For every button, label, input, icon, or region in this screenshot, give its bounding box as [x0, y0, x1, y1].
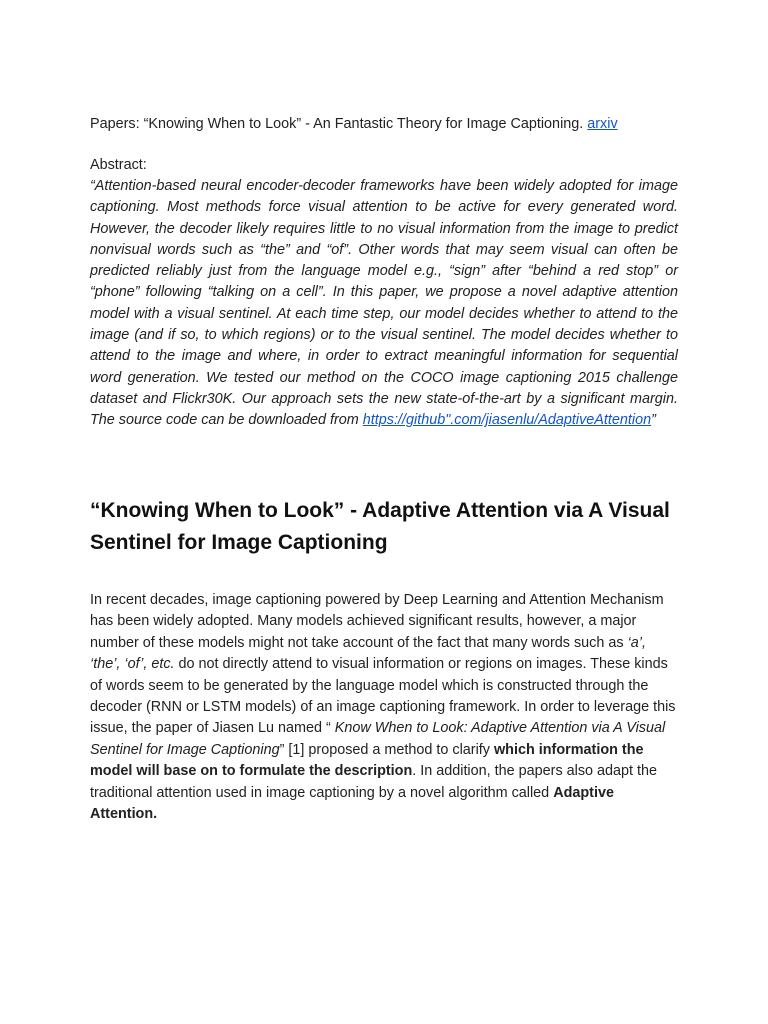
intro-example-words: ‘a’, ‘the’, ‘of’, etc. [90, 634, 646, 673]
github-source-link[interactable]: https://github".com/jiasenlu/AdaptiveAttention [362, 412, 652, 429]
abstract-body-text: “Attention-based neural encoder-decoder frameworks have been widely adopted for image captioning. Most methods force visual attention to be active for every generated word. However, the decoder likely requires little to no visual information from the image to predict nonvisual words such as “the” and “of”. Other words that may seem visual can often be predicted reliably just from the language model e.g., “sign” after “behind a red stop” or “phone” following “talking on a cell”. In this paper, we propose a novel adaptive attention model with a visual sentinel. At each time step, our model decides whether to attend to the image (and if so, to which regions) or to the visual sentinel. The model decides whether to attend to the image and where, in order to extract meaningful information for sequential word generation. We tested our method on the COCO image captioning 2015 challenge dataset and Flickr30K. Our approach sets the new state-of-the-art by a significant margin. The source code can be downloaded from [90, 178, 678, 429]
papers-reference-text: Papers: “Knowing When to Look” - An Fantastic Theory for Image Captioning. [90, 116, 588, 132]
papers-reference-line [90, 114, 690, 134]
intro-part-3: ” [1] proposed a method to clarify [279, 741, 494, 758]
abstract-label: Abstract: [90, 157, 147, 173]
intro-bold-final: Adaptive Attention. [90, 784, 614, 823]
intro-paragraph [90, 590, 680, 825]
intro-bold-phrase: which information the model will base on to formulate the description [90, 741, 644, 780]
intro-part-2: do not directly attend to visual information or regions on images. These kinds of words seem to be generated by the language model which is constructed through the decoder (RNN or LSTM models) of an image captioning framework. In order to leverage this issue, the paper of Jiasen Lu named “ [90, 656, 676, 737]
intro-part-1: In recent decades, image captioning powered by Deep Learning and Attention Mechanism has been widely adopted. Many models achieved significant results, however, a major number of these models might not take account of the fact that many words such as [90, 592, 664, 651]
abstract-text [90, 176, 678, 432]
abstract-closing-quote: ” [651, 412, 656, 429]
section-heading: “Knowing When to Look” - Adaptive Attention via A Visual Sentinel for Image Captioning [90, 499, 670, 554]
intro-part-4: . In addition, the papers also adapt the traditional attention used in image captioning by a novel algorithm called [90, 763, 658, 801]
intro-paper-title: Know When to Look: Adaptive Attention via A Visual Sentinel for Image Captioning [90, 720, 666, 758]
arxiv-link[interactable]: arxiv [587, 116, 618, 132]
